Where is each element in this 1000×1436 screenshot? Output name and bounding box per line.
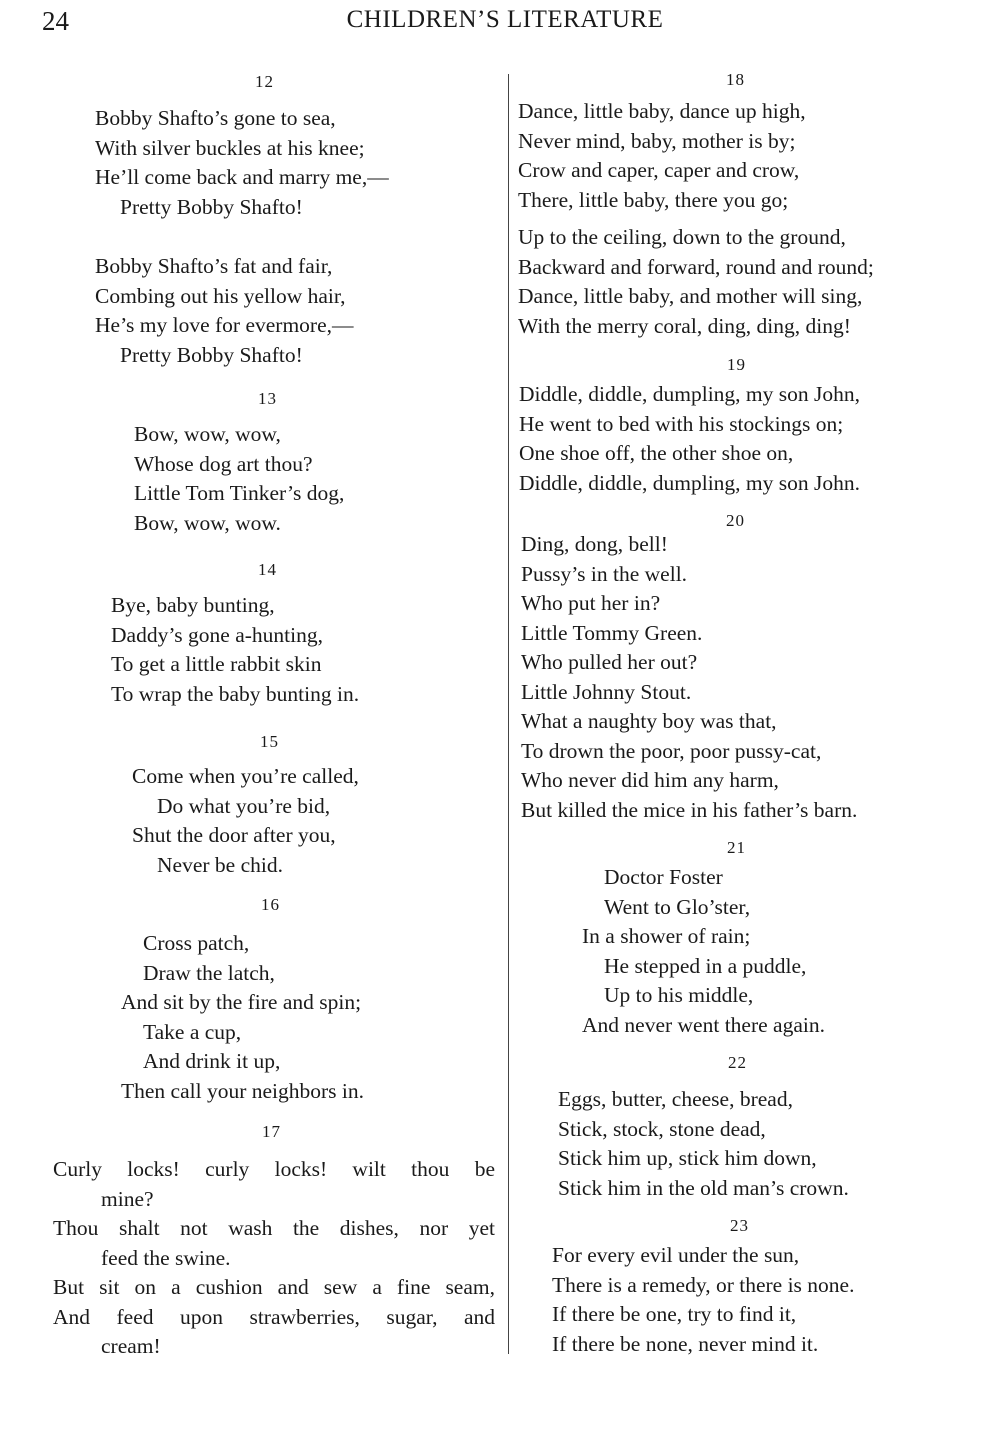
verse-line: He went to bed with his stockings on; [519, 411, 844, 436]
rhyme-23 [552, 1241, 854, 1359]
rhyme-number-17: 17 [262, 1122, 281, 1141]
rhyme-number-15: 15 [260, 732, 279, 751]
column-rule [508, 74, 509, 1354]
verse-line: Up to his middle, [604, 983, 754, 1007]
verse-line: Shut the door after you, [132, 823, 336, 847]
rhyme-18-stanza-2 [518, 223, 874, 341]
verse-line: Doctor Foster [604, 865, 723, 889]
rhyme-number-18: 18 [726, 70, 745, 89]
verse-line: Pretty Bobby Shafto! [120, 342, 303, 367]
verse-line: Do what you’re bid, [157, 793, 331, 818]
verse-line: There is a remedy, or there is none. [552, 1272, 855, 1297]
verse-line: One shoe off, the other shoe on, [519, 441, 794, 465]
verse-line: Pretty Bobby Shafto! [120, 194, 303, 219]
verse-line: Eggs, butter, cheese, bread, [558, 1087, 793, 1111]
verse-line: Little Tom Tinker’s dog, [134, 481, 345, 505]
verse-line: There, little baby, there you go; [518, 187, 789, 212]
verse-line: But sit on a cushion and sew a fine seam, [53, 1275, 495, 1299]
verse-line: Bow, wow, wow. [134, 510, 281, 535]
verse-line: Crow and caper, caper and crow, [518, 158, 800, 182]
verse-line: And drink it up, [143, 1049, 281, 1073]
verse-line: He’s my love for evermore,— [95, 313, 354, 337]
verse-line: Combing out his yellow hair, [95, 283, 346, 308]
verse-line: Stick him up, stick him down, [558, 1146, 817, 1170]
verse-line: Curly locks! curly locks! wilt thou be [53, 1157, 495, 1181]
verse-line: Draw the latch, [143, 960, 275, 985]
rhyme-16 [121, 929, 364, 1106]
verse-line: To drown the poor, poor pussy-cat, [521, 738, 822, 763]
rhyme-number-20: 20 [726, 511, 745, 530]
verse-line: For every evil under the sun, [552, 1243, 800, 1267]
verse-line: Dance, little baby, dance up high, [518, 99, 806, 123]
verse-line: If there be one, try to find it, [552, 1302, 797, 1326]
rhyme-22 [558, 1085, 849, 1203]
verse-line: Went to Glo’ster, [604, 894, 751, 919]
verse-line: Diddle, diddle, dumpling, my son John, [519, 382, 861, 406]
rhyme-14 [111, 591, 359, 709]
rhyme-number-16: 16 [261, 895, 280, 914]
verse-line: Stick, stock, stone dead, [558, 1116, 766, 1141]
verse-line: Come when you’re called, [132, 764, 359, 788]
verse-line: Cross patch, [143, 931, 250, 955]
rhyme-15 [132, 762, 359, 880]
verse-line: Who put her in? [521, 591, 661, 615]
rhyme-17 [53, 1155, 495, 1362]
rhyme-20 [521, 530, 857, 825]
verse-line-continued: cream! [101, 1334, 161, 1358]
rhyme-18-stanza-1 [518, 97, 806, 215]
verse-line: Take a cup, [143, 1019, 242, 1044]
verse-line: And never went there again. [582, 1012, 825, 1037]
verse-line: Stick him in the old man’s crown. [558, 1175, 849, 1200]
rhyme-number-12: 12 [255, 72, 274, 91]
page-number: 24 [42, 6, 69, 36]
rhyme-number-21: 21 [727, 838, 746, 857]
rhyme-number-23: 23 [730, 1216, 749, 1235]
verse-line: Who never did him any harm, [521, 768, 779, 792]
running-head: CHILDREN’S LITERATURE [346, 6, 664, 33]
verse-line: What a naughty boy was that, [521, 709, 777, 733]
verse-line: Who pulled her out? [521, 650, 698, 674]
verse-line: Bobby Shafto’s fat and fair, [95, 254, 333, 278]
verse-line: With silver buckles at his knee; [95, 135, 365, 160]
rhyme-number-14: 14 [258, 560, 277, 579]
verse-line: If there be none, never mind it. [552, 1331, 819, 1356]
verse-line: Diddle, diddle, dumpling, my son John. [519, 470, 861, 495]
verse-line: To get a little rabbit skin [111, 652, 322, 676]
verse-line: Bye, baby bunting, [111, 593, 275, 617]
verse-line: Never be chid. [157, 852, 283, 877]
rhyme-12-stanza-2 [95, 252, 354, 370]
verse-line: Bobby Shafto’s gone to sea, [95, 106, 336, 130]
verse-line: Pussy’s in the well. [521, 561, 688, 586]
rhyme-number-13: 13 [258, 389, 277, 408]
verse-line: He stepped in a puddle, [604, 953, 807, 978]
verse-line: With the merry coral, ding, ding, ding! [518, 313, 851, 338]
verse-line: Whose dog art thou? [134, 451, 313, 476]
verse-line-continued: mine? [101, 1186, 154, 1211]
verse-line: Dance, little baby, and mother will sing, [518, 284, 863, 308]
verse-line: Daddy’s gone a-hunting, [111, 622, 323, 647]
rhyme-number-19: 19 [727, 355, 746, 374]
verse-line: And sit by the fire and spin; [121, 990, 362, 1014]
rhyme-21 [582, 863, 825, 1040]
rhyme-13 [134, 420, 344, 538]
verse-line: In a shower of rain; [582, 924, 751, 948]
verse-line: Never mind, baby, mother is by; [518, 128, 796, 153]
verse-line: To wrap the baby bunting in. [111, 681, 360, 706]
verse-line: But killed the mice in his father’s barn. [521, 797, 858, 822]
verse-line: Thou shalt not wash the dishes, nor yet [53, 1216, 495, 1240]
rhyme-19 [519, 380, 860, 498]
verse-line: He’ll come back and marry me,— [95, 165, 389, 189]
verse-line: Bow, wow, wow, [134, 422, 281, 446]
verse-line: Up to the ceiling, down to the ground, [518, 225, 846, 249]
verse-line: And feed upon strawberries, sugar, and [53, 1304, 495, 1329]
verse-line-continued: feed the swine. [101, 1245, 231, 1270]
rhyme-number-22: 22 [728, 1053, 747, 1072]
verse-line: Little Johnny Stout. [521, 679, 692, 704]
verse-line: Ding, dong, bell! [521, 532, 668, 556]
verse-line: Little Tommy Green. [521, 620, 703, 645]
verse-line: Then call your neighbors in. [121, 1078, 365, 1103]
verse-line: Backward and forward, round and round; [518, 254, 874, 279]
rhyme-12-stanza-1 [95, 104, 389, 222]
